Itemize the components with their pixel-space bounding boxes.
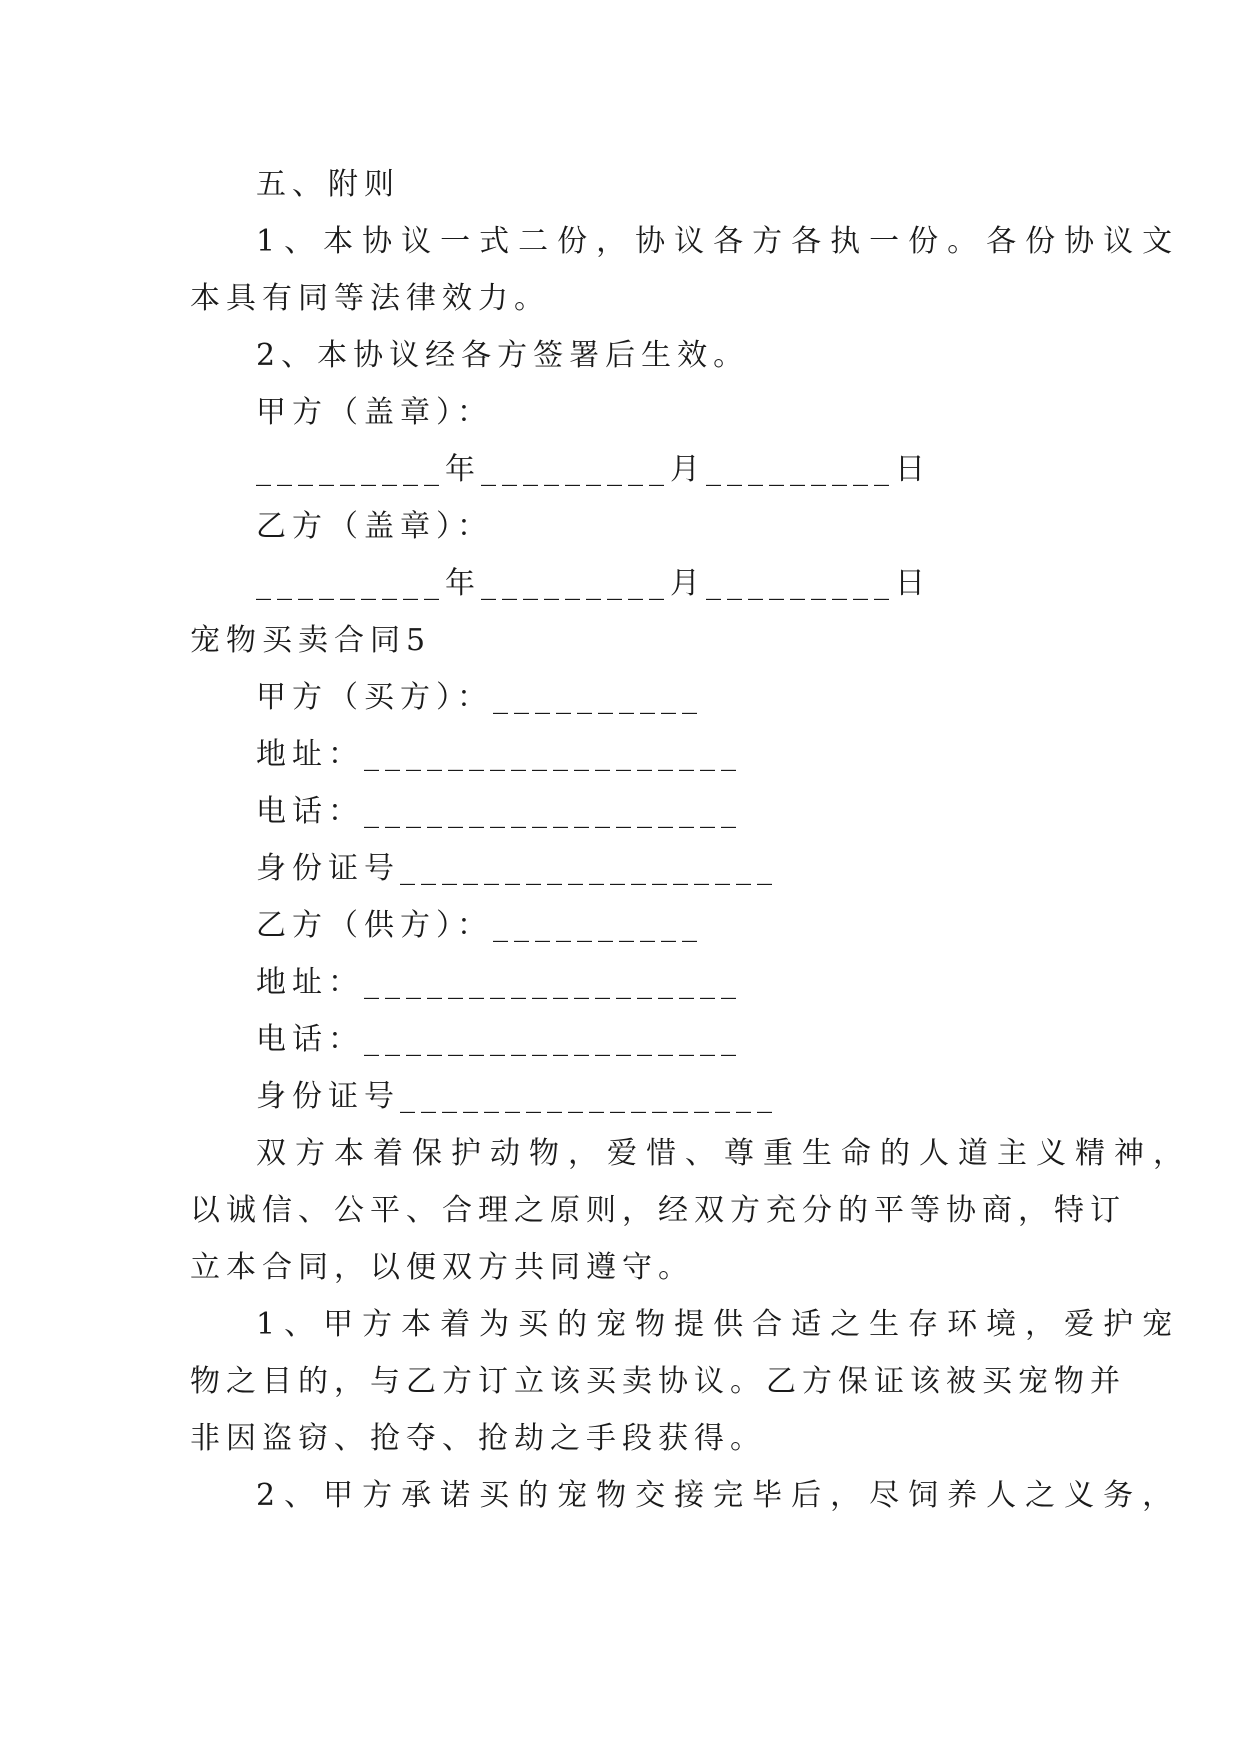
date-blank-line: _________年_________月_________日: [256, 452, 931, 487]
party-field-line: 电话：__________________: [256, 1022, 742, 1057]
date-blank-line: _________年_________月_________日: [256, 566, 931, 601]
paragraph-line: 双方本着保护动物，爱惜、尊重生命的人道主义精神，: [256, 1136, 1192, 1171]
paragraph-line: 非因盗窃、抢夺、抢劫之手段获得。: [190, 1421, 766, 1456]
section-heading: 五、附则: [256, 167, 400, 202]
paragraph-line: 1、甲方本着为买的宠物提供合适之生存环境，爱护宠: [256, 1307, 1182, 1342]
paragraph-line: 本具有同等法律效力。: [190, 281, 550, 316]
party-field-line: 电话：__________________: [256, 794, 742, 829]
paragraph-line: 物之目的，与乙方订立该买卖协议。乙方保证该被买宠物并: [190, 1364, 1126, 1399]
signature-label: 甲方（盖章）：: [256, 395, 493, 430]
party-field-line: 地址：__________________: [256, 965, 742, 1000]
party-field-line: 身份证号__________________: [256, 851, 778, 886]
party-field-line: 乙方（供方）：__________: [256, 908, 703, 943]
signature-label: 乙方（盖章）：: [256, 509, 493, 544]
contract-title: 宠物买卖合同5: [190, 623, 432, 658]
paragraph-line: 立本合同，以便双方共同遵守。: [190, 1250, 694, 1285]
paragraph-line: 以诚信、公平、合理之原则，经双方充分的平等协商，特订: [190, 1193, 1126, 1228]
paragraph-line: 2、本协议经各方签署后生效。: [256, 338, 750, 373]
paragraph-line: 2、甲方承诺买的宠物交接完毕后，尽饲养人之义务，: [256, 1478, 1182, 1513]
party-field-line: 地址：__________________: [256, 737, 742, 772]
party-field-line: 身份证号__________________: [256, 1079, 778, 1114]
party-field-line: 甲方（买方）：__________: [256, 680, 703, 715]
paragraph-line: 1、本协议一式二份，协议各方各执一份。各份协议文: [256, 224, 1182, 259]
